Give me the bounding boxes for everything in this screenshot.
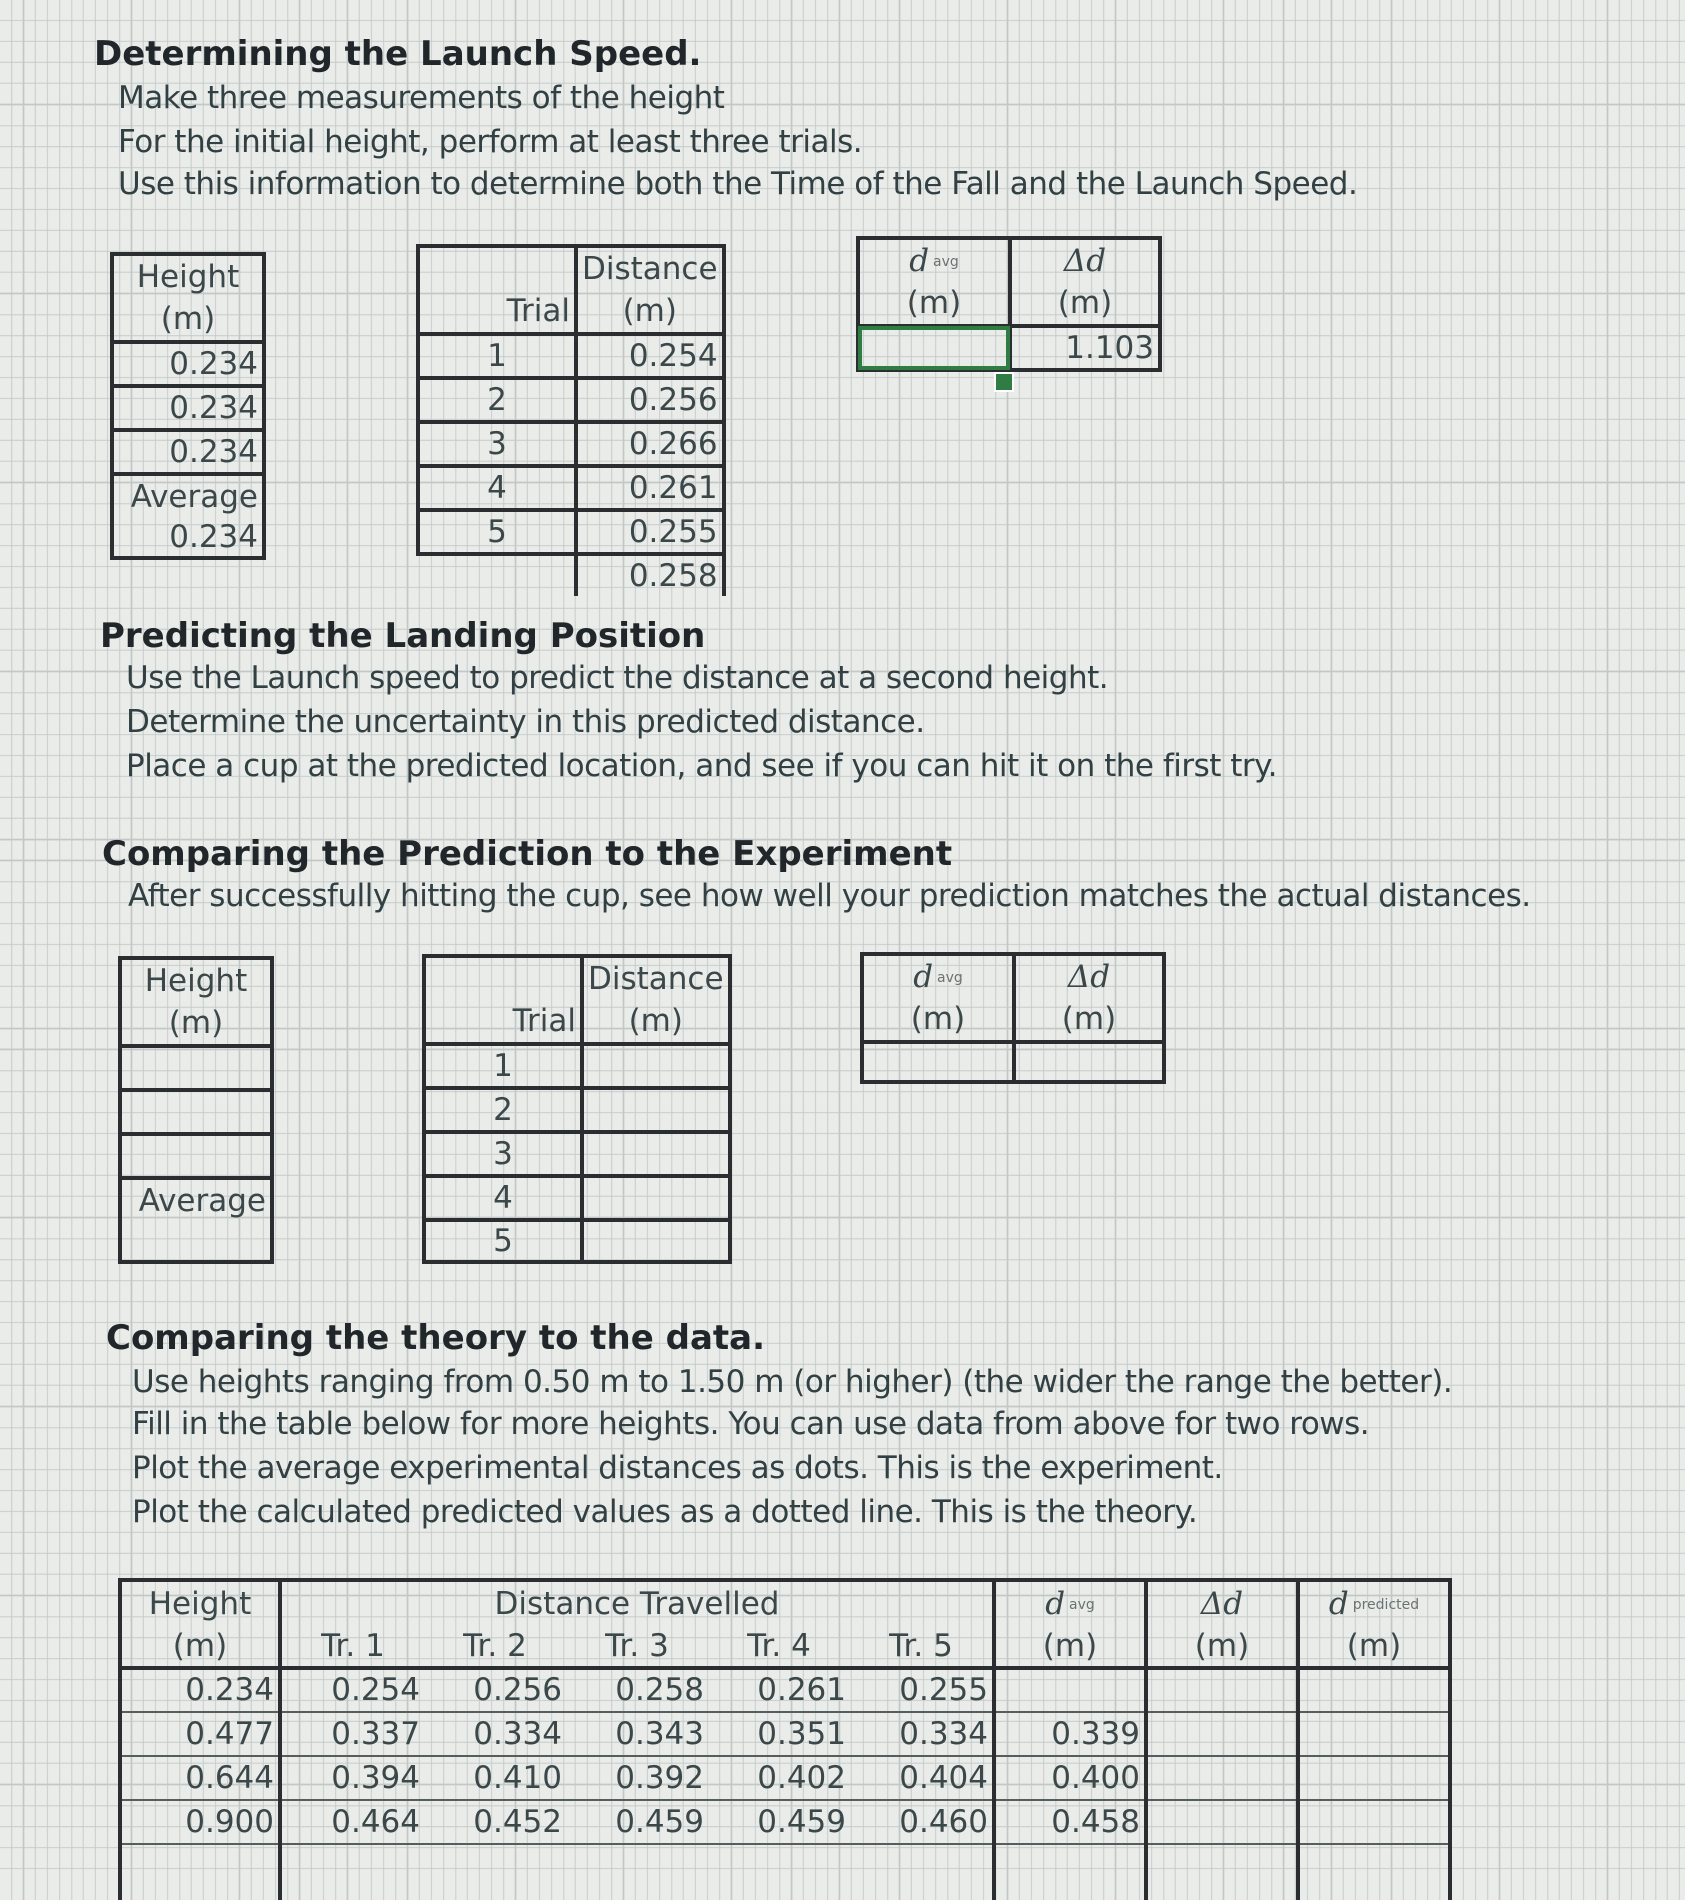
section1-instruction-2: For the initial height, perform at least three trials. [118, 124, 863, 160]
distance-cell[interactable] [582, 1220, 730, 1262]
height-cell[interactable]: 0.234 [169, 345, 258, 382]
height-header: Height [144, 962, 248, 999]
distance-cell[interactable] [424, 1844, 566, 1900]
distance-cell[interactable]: 0.351 [757, 1715, 846, 1752]
height-cell[interactable]: 0.900 [120, 1800, 280, 1844]
delta-d-cell[interactable] [1146, 1800, 1298, 1844]
distance-cell[interactable] [582, 1044, 730, 1088]
height-header: Height [120, 1580, 280, 1626]
distance-cell[interactable]: 0.266 [576, 422, 724, 466]
distance-cell[interactable]: 0.460 [850, 1800, 994, 1844]
distance-header: Distance [582, 956, 730, 1000]
distance-unit: (m) [582, 1000, 730, 1044]
distance-header: Distance [576, 246, 724, 290]
dpredicted-cell[interactable] [1298, 1712, 1450, 1756]
davg-header: d avg [862, 954, 1014, 998]
second-distance-table [422, 954, 732, 1264]
delta-d-cell[interactable] [1146, 1712, 1298, 1756]
height-cell[interactable]: 0.234 [169, 433, 258, 470]
davg-unit: (m) [994, 1626, 1146, 1668]
average-height-cell[interactable]: 0.234 [169, 518, 258, 555]
distance-cell[interactable] [280, 1844, 424, 1900]
trial-number: 5 [424, 1220, 582, 1262]
distance-cell[interactable] [582, 1176, 730, 1220]
height-unit: (m) [168, 1004, 224, 1041]
delta-d-header: Δd [1063, 242, 1107, 279]
distance-cell[interactable]: 0.254 [331, 1672, 420, 1708]
delta-d-cell[interactable] [1014, 1042, 1164, 1082]
distance-cell[interactable]: 0.452 [473, 1803, 562, 1840]
trial-header: Trial [424, 1000, 582, 1044]
distance-cell[interactable]: 0.459 [757, 1803, 846, 1840]
height-header: Height [136, 258, 240, 295]
delta-d-header: Δd [1067, 958, 1111, 995]
table-row [120, 1668, 1450, 1712]
height-cell[interactable]: 0.644 [120, 1756, 280, 1800]
section4-instruction-4: Plot the calculated predicted values as a dotted line. This is the theory. [132, 1494, 1198, 1530]
section2-heading: Predicting the Landing Position [100, 616, 706, 656]
distance-cell[interactable] [582, 1132, 730, 1176]
davg-cell[interactable]: 0.458 [994, 1800, 1146, 1844]
distance-cell[interactable]: 0.261 [757, 1672, 846, 1708]
davg-unit: (m) [858, 282, 1010, 326]
section4-instruction-3: Plot the average experimental distances as dots. This is the experiment. [132, 1450, 1223, 1486]
distance-cell[interactable]: 0.337 [331, 1715, 420, 1752]
section3-heading: Comparing the Prediction to the Experiment [102, 834, 953, 874]
distance-cell[interactable]: 0.258 [615, 1672, 704, 1708]
davg-cell[interactable] [994, 1668, 1146, 1712]
distance-cell[interactable]: 0.392 [615, 1759, 704, 1796]
distance-cell[interactable]: 0.459 [615, 1803, 704, 1840]
distance-cell[interactable]: 0.410 [473, 1759, 562, 1796]
average-label: Average [138, 1182, 266, 1219]
delta-d-header: Δd [1146, 1580, 1298, 1626]
section1-instruction-1: Make three measurements of the height [118, 80, 725, 116]
distance-cell[interactable]: 0.334 [850, 1712, 994, 1756]
delta-d-cell[interactable]: 1.103 [1065, 329, 1154, 366]
distance-cell[interactable]: 0.261 [576, 466, 724, 510]
height-cell[interactable] [120, 1844, 280, 1900]
trial-number: 1 [424, 1044, 582, 1088]
height-cell[interactable] [120, 1046, 272, 1090]
section4-heading: Comparing the theory to the data. [106, 1318, 766, 1358]
height-cell[interactable]: 0.234 [120, 1668, 280, 1712]
average-distance-cell[interactable]: 0.258 [576, 554, 724, 596]
fill-handle[interactable] [994, 372, 1014, 392]
distance-cell[interactable] [566, 1844, 708, 1900]
distance-cell[interactable] [582, 1088, 730, 1132]
trial-number: 5 [418, 510, 576, 554]
delta-d-unit: (m) [1057, 284, 1113, 321]
section3-instruction-1: After successfully hitting the cup, see how well your prediction matches the actual distances. [128, 878, 1531, 914]
trial-header: Tr. 3 [605, 1627, 669, 1664]
trial-header: Tr. 2 [463, 1627, 527, 1664]
dpredicted-header: d predicted [1298, 1580, 1450, 1626]
dpredicted-unit: (m) [1298, 1626, 1450, 1668]
trial-number: 2 [424, 1088, 582, 1132]
davg-unit: (m) [862, 998, 1014, 1042]
height-cell[interactable] [120, 1090, 272, 1134]
table-row [120, 1800, 1450, 1844]
distance-cell[interactable]: 0.256 [576, 378, 724, 422]
height-cell[interactable]: 0.477 [120, 1712, 280, 1756]
distance-cell[interactable]: 0.334 [473, 1715, 562, 1752]
distance-cell[interactable]: 0.255 [576, 510, 724, 554]
davg-cell[interactable]: 0.339 [994, 1712, 1146, 1756]
section2-instruction-2: Determine the uncertainty in this predicted distance. [126, 704, 925, 740]
theory-data-table [118, 1578, 1452, 1900]
trial-number: 1 [418, 334, 576, 378]
distance-cell[interactable]: 0.402 [757, 1759, 846, 1796]
initial-height-table [110, 252, 266, 560]
table-row [120, 1756, 1450, 1800]
distance-unit: (m) [576, 290, 724, 334]
height-unit: (m) [160, 300, 216, 337]
davg-header: d avg [858, 238, 1010, 282]
initial-distance-table [416, 244, 726, 596]
trial-header: Tr. 5 [850, 1626, 994, 1668]
trial-header: Tr. 1 [321, 1627, 385, 1664]
delta-d-cell[interactable] [1146, 1668, 1298, 1712]
delta-d-cell[interactable] [1146, 1844, 1298, 1900]
delta-d-cell[interactable] [1146, 1756, 1298, 1800]
davg-cell[interactable] [858, 326, 1010, 370]
distance-cell[interactable]: 0.343 [615, 1715, 704, 1752]
dpredicted-cell[interactable] [1298, 1800, 1450, 1844]
section4-instruction-1: Use heights ranging from 0.50 m to 1.50 m (or higher) (the wider the range the better). [132, 1364, 1453, 1400]
trial-header: Trial [418, 290, 576, 334]
height-cell[interactable]: 0.234 [169, 389, 258, 426]
section2-instruction-1: Use the Launch speed to predict the distance at a second height. [126, 660, 1109, 696]
distance-cell[interactable] [708, 1844, 850, 1900]
distance-cell[interactable]: 0.464 [331, 1803, 420, 1840]
initial-summary-table [856, 236, 1162, 372]
dpredicted-cell[interactable] [1298, 1668, 1450, 1712]
davg-cell[interactable] [994, 1844, 1146, 1900]
trial-number: 3 [424, 1132, 582, 1176]
average-height-cell[interactable] [120, 1222, 272, 1262]
second-summary-table [860, 952, 1166, 1084]
distance-cell[interactable]: 0.256 [473, 1672, 562, 1708]
section1-instruction-3: Use this information to determine both the Time of the Fall and the Launch Speed. [118, 166, 1358, 202]
dpredicted-cell[interactable] [1298, 1844, 1450, 1900]
average-label: Average [130, 478, 258, 515]
dpredicted-cell[interactable] [1298, 1756, 1450, 1800]
section2-instruction-3: Place a cup at the predicted location, and see if you can hit it on the first try. [126, 748, 1277, 784]
trial-number: 4 [424, 1176, 582, 1220]
davg-cell[interactable] [862, 1042, 1014, 1082]
trial-header: Tr. 4 [747, 1627, 811, 1664]
section1-heading: Determining the Launch Speed. [94, 34, 702, 74]
distance-cell[interactable]: 0.404 [850, 1756, 994, 1800]
davg-header: d avg [994, 1580, 1146, 1626]
trial-number: 3 [418, 422, 576, 466]
distance-cell[interactable]: 0.394 [331, 1759, 420, 1796]
davg-cell[interactable]: 0.400 [994, 1756, 1146, 1800]
distance-cell[interactable]: 0.255 [850, 1668, 994, 1712]
trial-number: 4 [418, 466, 576, 510]
height-cell[interactable] [120, 1134, 272, 1178]
second-height-table [118, 956, 274, 1264]
height-unit: (m) [120, 1626, 280, 1668]
delta-d-unit: (m) [1061, 1000, 1117, 1037]
delta-d-unit: (m) [1146, 1626, 1298, 1668]
table-row [120, 1844, 1450, 1900]
trial-number: 2 [418, 378, 576, 422]
distance-cell[interactable]: 0.254 [576, 334, 724, 378]
section4-instruction-2: Fill in the table below for more heights. You can use data from above for two rows. [132, 1406, 1370, 1442]
table-row [120, 1712, 1450, 1756]
distance-cell[interactable] [850, 1844, 994, 1900]
distance-travelled-header: Distance Travelled [280, 1580, 994, 1626]
